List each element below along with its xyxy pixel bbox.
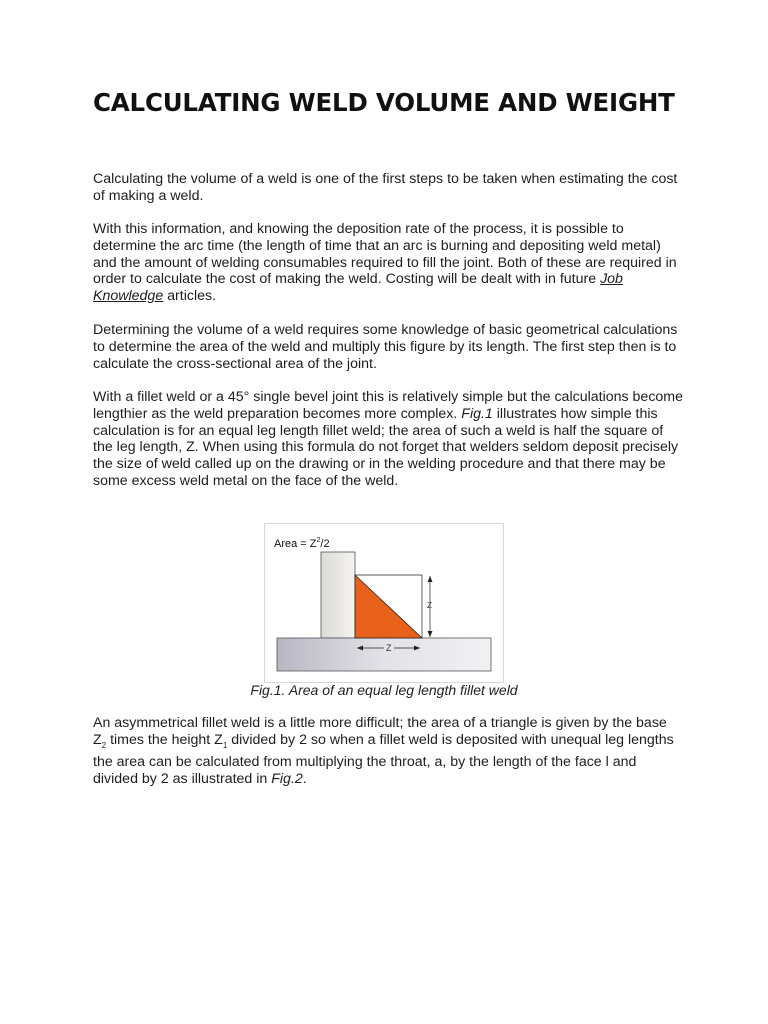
figure-caption: Fig.1. Area of an equal leg length fillet weld [250,682,518,698]
paragraph-asym-b: times the height Z [106,731,223,748]
paragraph-asymmetrical [93,715,683,788]
page-title: CALCULATING WELD VOLUME AND WEIGHT [93,88,675,117]
subscript-1: 1 [222,740,228,750]
vertical-arrow-up [428,576,433,582]
fig1-reference: Fig.1 [461,405,493,422]
paragraph-intro: Calculating the volume of a weld is one of the first steps to be taken when estimating the cost of making a weld. [93,171,678,204]
paragraph-asym-c: divided by 2 so when a fillet weld is deposited with unequal leg lengths the area can be calculated from multiplying the throat, a, by the length of the face l and divided by 2 as illustrated in [93,731,674,788]
horizontal-leg-label: Z [386,643,392,653]
area-formula: Area = $Z^2/2$ [274,537,330,550]
paragraph-fillet-rest: illustrates how simple this calculation is for an equal leg length fillet weld; the area of such a weld is half the square of the leg length, Z. When using this formula do not forget that welders seldom deposit precisely the size of weld called up on the drawing or in the welding procedure and that there may be some excess weld metal on the face of the weld. [93,405,679,489]
subscript-2: 2 [101,740,107,750]
paragraph-deposition-text: With this information, and knowing the deposition rate of the process, it is possible to determine the arc time (the length of time that an arc is burning and depositing weld metal) and the amount of welding consumables required to fill the joint. Both of these are required in order to calculate the cost of making the weld. Costing will be dealt with in future [93,221,677,288]
base-plate [277,638,491,671]
paragraph-deposition-tail: articles. [163,288,217,305]
vertical-plate [321,552,355,638]
job-knowledge-link[interactable]: Job Knowledge [93,271,623,305]
vertical-arrow-down [428,631,433,637]
paragraph-geometry: Determining the volume of a weld requires some knowledge of basic geometrical calculations to determine the area of the weld and multiply this figure by its length. The first step then is to calculate the cross-sectional area of the joint. [93,322,678,372]
figure-fillet-weld [264,523,504,683]
paragraph-fillet-start: With a fillet weld or a 45° single bevel joint this is relatively simple but the calculations become lengthier as the weld preparation becomes more complex. [93,389,684,422]
fillet-weld-diagram [265,524,503,682]
paragraph-asym-a: An asymmetrical fillet weld is a little more difficult; the area of a triangle is given by the base Z [93,715,667,748]
fillet-weld-triangle [355,575,422,638]
vertical-leg-label: Z [427,601,432,610]
paragraph-deposition [93,221,683,305]
paragraph-fillet [93,389,683,490]
paragraph-asym-d: . [302,771,307,788]
fig2-reference: Fig.2 [271,771,303,788]
